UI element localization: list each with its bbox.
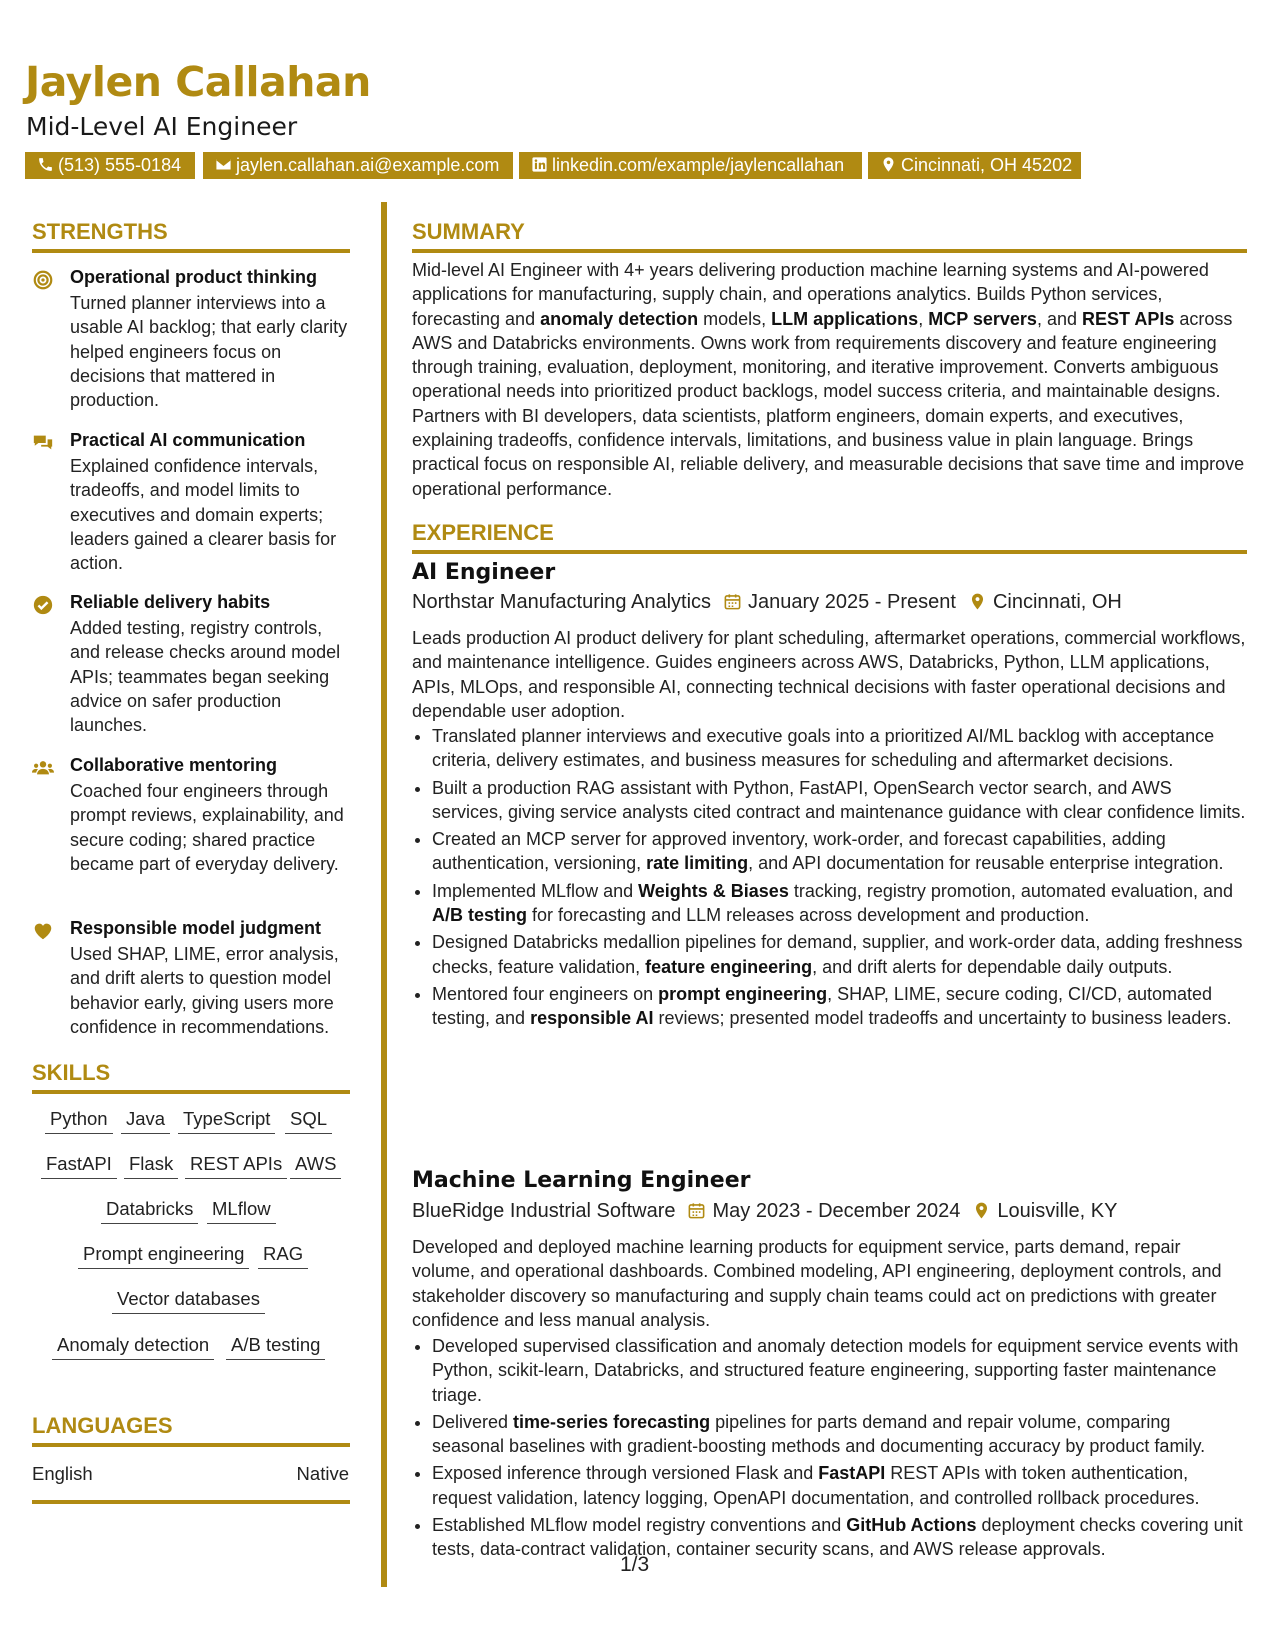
language-level: Native <box>296 1463 349 1484</box>
skills-heading: SKILLS <box>32 1060 111 1085</box>
strength-description: Coached four engineers through prompt reviews, explainability, and secure coding; shared practice became part of everyday delivery. <box>70 781 344 874</box>
skills-rule <box>32 1090 350 1094</box>
job-bullet: • Exposed inference through versioned Flask and FastAPI REST APIs with token authentication, request validation, latency logging, OpenAPI documentation, and controlled rollback procedures. <box>432 1461 1247 1510</box>
contact-phone[interactable] <box>25 152 195 179</box>
language-name: English <box>32 1463 93 1484</box>
job-company: Northstar Manufacturing Analytics <box>412 591 712 613</box>
job-location: Louisville, KY <box>997 1200 1118 1222</box>
calendar-icon <box>687 1201 706 1220</box>
candidate-role: Mid-Level AI Engineer <box>26 112 298 141</box>
skill-tag: SQL <box>285 1108 332 1134</box>
skill-tag: Vector databases <box>112 1288 265 1314</box>
job-bullet: • Translated planner interviews and executive goals into a prioritized AI/ML backlog with acceptance criteria, delivery estimates, and business measures for scheduling and aftermarket decisions. <box>432 724 1247 773</box>
summary-heading: SUMMARY <box>412 219 525 244</box>
strengths-rule <box>32 249 350 253</box>
skill-tag: AWS <box>290 1153 341 1179</box>
calendar-icon <box>723 592 742 611</box>
job-location: Cincinnati, OH <box>992 591 1122 613</box>
envelope-icon <box>215 156 232 173</box>
skill-tag: Anomaly detection <box>52 1334 214 1360</box>
languages-bottom-rule <box>32 1500 350 1504</box>
job-meta <box>412 1200 1117 1223</box>
job-bullet: • Established MLflow model registry conventions and GitHub Actions deployment checks covering unit tests, data-contract validation, container security scans, and AWS release approvals. <box>432 1513 1247 1562</box>
candidate-name: Jaylen Callahan <box>25 58 371 106</box>
contact-linkedin-text: linkedin.com/example/jaylencallahan <box>552 155 845 175</box>
job-dates: May 2023 - December 2024 <box>712 1200 961 1222</box>
page-indicator: 1/3 <box>620 1553 650 1576</box>
contact-linkedin[interactable] <box>519 152 862 179</box>
experience-heading: EXPERIENCE <box>412 520 554 545</box>
skill-tag: REST APIs <box>185 1153 287 1179</box>
job-bullets <box>412 1334 1247 1565</box>
skill-tag: Flask <box>124 1153 178 1179</box>
job-bullet: • Mentored four engineers on prompt engineering, SHAP, LIME, secure coding, CI/CD, automated testing, and responsible AI reviews; presented model tradeoffs and uncertainty to business leaders. <box>432 982 1247 1031</box>
strength-title: Reliable delivery habits <box>70 592 271 612</box>
summary-rule <box>412 249 1247 253</box>
target-icon <box>32 269 54 291</box>
strength-description: Turned planner interviews into a usable AI backlog; that early clarity helped engineers focus on decisions that mattered in production. <box>70 293 348 411</box>
job-dates: January 2025 - Present <box>748 591 956 613</box>
job-description: Leads production AI product delivery for plant scheduling, aftermarket operations, commercial workflows, and maintenance intelligence. Guides engineers across AWS, Databricks, Python, LLM applications, APIs, MLOps, and responsible AI, connecting technical decisions with faster operational decisions and dependable user adoption. <box>412 628 1246 721</box>
strengths-heading: STRENGTHS <box>32 219 168 244</box>
map-pin-icon <box>972 1201 991 1220</box>
contact-location-text: Cincinnati, OH 45202 <box>901 155 1073 175</box>
job-bullet: • Developed supervised classification and anomaly detection models for equipment service events with Python, scikit-learn, Databricks, and structured feature engineering, supporting faster maintenance triage. <box>432 1334 1247 1407</box>
strength-title: Responsible model judgment <box>70 918 322 938</box>
contact-phone-text: (513) 555-0184 <box>58 155 182 175</box>
strength-description: Added testing, registry controls, and release checks around model APIs; teammates began seeking advice on safer production launches. <box>70 618 341 736</box>
column-divider <box>381 202 387 1587</box>
skill-tag: Python <box>45 1108 113 1134</box>
heart-icon <box>32 920 54 942</box>
strength-description: Used SHAP, LIME, error analysis, and drift alerts to question model behavior early, giving users more confidence in recommendations. <box>70 944 339 1037</box>
job-meta <box>412 591 1122 614</box>
skill-tag: TypeScript <box>178 1108 275 1134</box>
contact-email-text: jaylen.callahan.ai@example.com <box>236 155 500 175</box>
strength-description: Explained confidence intervals, tradeoffs, and model limits to executives and domain experts; leaders gained a clearer basis for action. <box>70 456 337 574</box>
job-company: BlueRidge Industrial Software <box>412 1200 676 1222</box>
job-description: Developed and deployed machine learning products for equipment service, parts demand, repair volume, and operational dashboards. Combined modeling, API engineering, deployment controls, and stakeholder discovery so manufacturing and supply chain teams could act on predictions with greater confidence and less manual analysis. <box>412 1237 1222 1330</box>
contact-email[interactable] <box>203 152 513 179</box>
map-pin-icon <box>968 592 987 611</box>
job-bullet: • Built a production RAG assistant with Python, FastAPI, OpenSearch vector search, and AWS services, giving service analysts cited contract and maintenance guidance with clear confidence limits. <box>432 776 1247 825</box>
skill-tag: A/B testing <box>226 1334 325 1360</box>
linkedin-icon <box>531 156 548 173</box>
skill-tag: FastAPI <box>41 1153 117 1179</box>
skill-tag: RAG <box>258 1243 308 1269</box>
experience-rule <box>412 550 1247 554</box>
summary-text: Mid-level AI Engineer with 4+ years delivering production machine learning systems and AI-powered applications for manufacturing, supply chain, and operations analytics. Builds Python services, forecasting and anomaly detection models, LLM applications, MCP servers, and REST APIs across AWS and Databricks environments. Owns work from requirements discovery and feature engineering through training, evaluation, deployment, monitoring, and iterative improvement. Converts ambiguous operational needs into prioritized product backlogs, model success criteria, and maintainable designs. Partners with BI developers, data scientists, platform engineers, domain experts, and executives, explaining tradeoffs, confidence intervals, limitations, and business value in plain language. Brings practical focus on responsible AI, reliable delivery, and measurable decisions that save time and improve operational performance. <box>412 260 1245 499</box>
job-bullets <box>412 724 1247 1034</box>
skill-tag: Prompt engineering <box>78 1243 249 1269</box>
check-circle-icon <box>32 594 54 616</box>
strength-title: Collaborative mentoring <box>70 755 278 775</box>
strength-title: Practical AI communication <box>70 430 306 450</box>
languages-rule <box>32 1443 350 1447</box>
job-bullet: • Implemented MLflow and Weights & Biases tracking, registry promotion, automated evaluation, and A/B testing for forecasting and LLM releases across development and production. <box>432 879 1247 928</box>
job-bullet: • Delivered time-series forecasting pipelines for parts demand and repair volume, comparing seasonal baselines with gradient-boosting methods and documenting accuracy by product family. <box>432 1410 1247 1459</box>
strength-title: Operational product thinking <box>70 267 317 287</box>
job-bullet: • Designed Databricks medallion pipelines for demand, supplier, and work-order data, adding freshness checks, feature validation, feature engineering, and drift alerts for dependable daily outputs. <box>432 930 1247 979</box>
skill-tag: MLflow <box>207 1198 276 1224</box>
job-bullet: • Created an MCP server for approved inventory, work-order, and forecast capabilities, adding authentication, versioning, rate limiting, and API documentation for reusable enterprise integration. <box>432 827 1247 876</box>
skill-tag: Java <box>121 1108 170 1134</box>
users-icon <box>32 757 54 779</box>
chat-bubbles-icon <box>32 432 54 454</box>
languages-heading: LANGUAGES <box>32 1413 173 1438</box>
skill-tag: Databricks <box>101 1198 198 1224</box>
contact-location[interactable] <box>868 152 1081 179</box>
job-title: Machine Learning Engineer <box>412 1168 751 1193</box>
job-title: AI Engineer <box>412 560 556 585</box>
map-pin-icon <box>880 156 897 173</box>
phone-icon <box>37 156 54 173</box>
